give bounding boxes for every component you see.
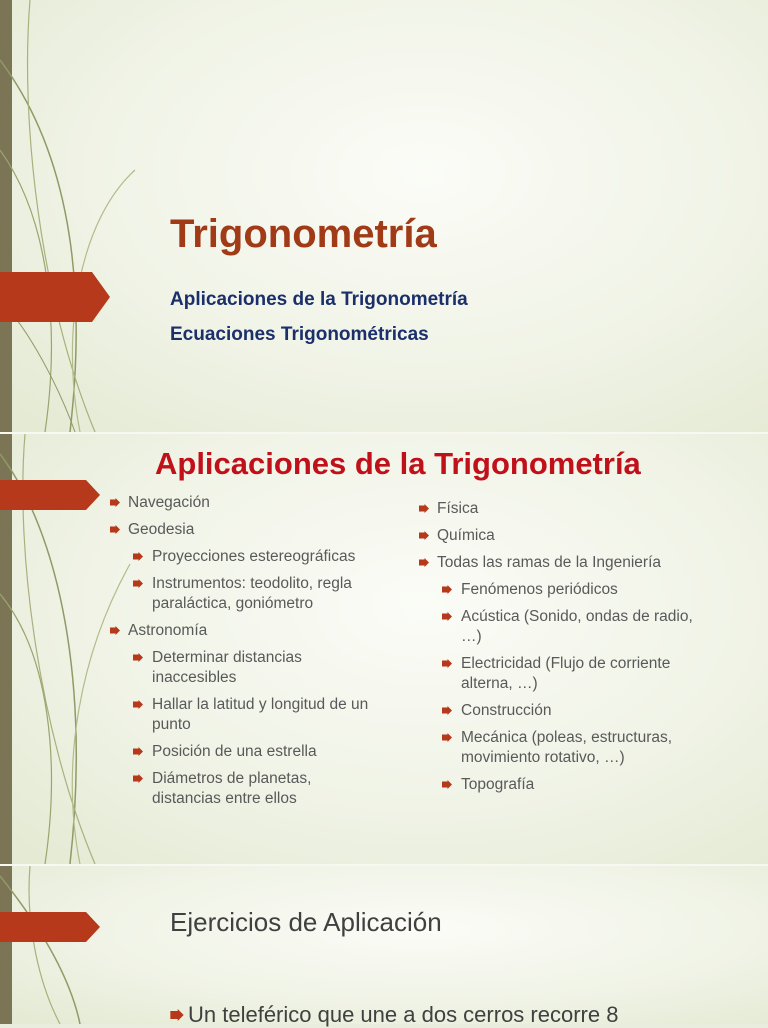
arrow-bullet-icon <box>170 1009 184 1021</box>
arrow-bullet-icon <box>133 653 143 662</box>
list-item-text: Geodesia <box>128 521 195 538</box>
list-item <box>106 574 376 614</box>
list-item <box>106 493 376 513</box>
list-item <box>106 742 376 762</box>
list-item-text: Mecánica (poleas, estructuras, movimiento rotativo, …) <box>461 729 673 766</box>
arrow-bullet-icon <box>133 579 143 588</box>
arrow-bullet-icon <box>442 733 452 742</box>
list-item <box>415 775 695 795</box>
paragraph-text-content: Un teleférico que une a dos cerros recorre 8 <box>188 1002 619 1027</box>
arrow-bullet-icon <box>110 525 120 534</box>
list-item-text: Construcción <box>461 702 552 719</box>
arrow-bullet-icon <box>442 612 452 621</box>
list-item-text: Instrumentos: teodolito, regla paraláctica, goniómetro <box>152 575 352 612</box>
subtitle-line: Ecuaciones Trigonométricas <box>170 324 429 345</box>
list-item-text: Química <box>437 527 495 544</box>
list-item <box>106 621 376 641</box>
slide-3 <box>0 866 768 1024</box>
list-item <box>415 499 695 519</box>
arrow-bullet-icon <box>419 504 429 513</box>
list-item-text: Acústica (Sonido, ondas de radio, …) <box>461 608 693 645</box>
list-item <box>106 520 376 540</box>
list-item-text: Hallar la latitud y longitud de un punto <box>152 696 369 733</box>
arrow-bullet-icon <box>133 552 143 561</box>
arrow-bullet-icon <box>133 747 143 756</box>
arrow-bullet-icon <box>133 700 143 709</box>
decorative-curves <box>0 866 140 1024</box>
list-item-text: Posición de una estrella <box>152 743 317 760</box>
arrow-bullet-icon <box>110 626 120 635</box>
list-item <box>415 526 695 546</box>
list-item-text: Diámetros de planetas, distancias entre ellos <box>152 770 312 807</box>
paragraph-text <box>170 1002 618 1028</box>
list-item <box>415 607 695 647</box>
slide-title: Aplicaciones de la Trigonometría <box>155 446 641 481</box>
left-bullet-list <box>106 493 376 816</box>
list-item-text: Fenómenos periódicos <box>461 581 618 598</box>
slide-title: Ejercicios de Aplicación <box>170 907 442 937</box>
arrow-bullet-icon <box>442 585 452 594</box>
arrow-bullet-icon <box>419 558 429 567</box>
list-item-text: Astronomía <box>128 622 208 639</box>
list-item <box>106 547 376 567</box>
arrow-bullet-icon <box>133 774 143 783</box>
subtitle-line: Aplicaciones de la Trigonometría <box>170 289 468 310</box>
slide-marker-arrow <box>0 272 110 322</box>
list-item <box>106 695 376 735</box>
slide-marker-arrow <box>0 912 100 942</box>
list-item <box>415 654 695 694</box>
slide-title: Trigonometría <box>170 212 437 256</box>
slide-1 <box>0 0 768 432</box>
arrow-bullet-icon <box>110 498 120 507</box>
list-item <box>415 580 695 600</box>
list-item-text: Proyecciones estereográficas <box>152 548 356 565</box>
list-item-text: Electricidad (Flujo de corriente alterna, …) <box>461 655 671 692</box>
list-item <box>415 728 695 768</box>
list-item <box>106 648 376 688</box>
list-item-text: Física <box>437 500 479 517</box>
list-item-text: Navegación <box>128 494 210 511</box>
arrow-bullet-icon <box>442 659 452 668</box>
slide-marker-arrow <box>0 480 100 510</box>
decorative-curves <box>0 0 140 432</box>
right-bullet-list <box>415 499 695 802</box>
list-item-text: Determinar distancias inaccesibles <box>152 649 302 686</box>
arrow-bullet-icon <box>442 706 452 715</box>
arrow-bullet-icon <box>419 531 429 540</box>
list-item <box>415 553 695 573</box>
arrow-bullet-icon <box>442 780 452 789</box>
list-item-text: Todas las ramas de la Ingeniería <box>437 554 662 571</box>
list-item <box>415 701 695 721</box>
list-item <box>106 769 376 809</box>
list-item-text: Topografía <box>461 776 535 793</box>
